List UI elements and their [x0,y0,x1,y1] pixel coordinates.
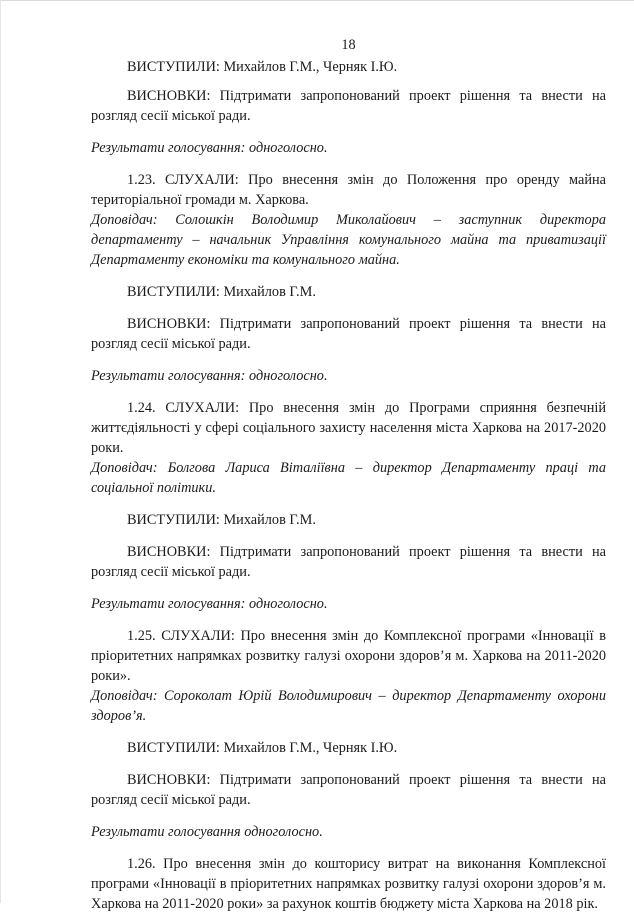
speaker-paragraph: Доповідач: Сороколат Юрій Володимирович – директор Департаменту охорони здоров’я. [91,688,606,724]
vote-result: Результати голосування одноголосно. [91,824,323,840]
spoke-paragraph: ВИСТУПИЛИ: Михайлов Г.М., Черняк І.Ю. [127,740,398,756]
vote-result: Результати голосування: одноголосно. [91,140,328,156]
vote-result: Результати голосування: одноголосно. [91,596,328,612]
heard-item-1-25: 1.25. СЛУХАЛИ: Про внесення змін до Комплексної програми «Інновації в пріоритетних напрямках розвитку галузі охорони здоров’я м. Харкова на 2011-2020 роки». [91,628,606,684]
heard-item-1-23: 1.23. СЛУХАЛИ: Про внесення змін до Положення про оренду майна територіальної громади м. Харкова. [91,172,606,208]
heard-item-1-26: 1.26. Про внесення змін до кошторису витрат на виконання Комплексної програми «Інновації в пріоритетних напрямках розвитку галузі охорони здоров’я м. Харкова на 2011-2020 роки» за рахунок коштів бюджету міста Харкова на 2018 рік. [91,856,606,912]
conclusion-paragraph: ВИСНОВКИ: Підтримати запропонований проект рішення та внести на розгляд сесії міської ради. [91,316,606,352]
vote-result: Результати голосування: одноголосно. [91,368,328,384]
speaker-paragraph: Доповідач: Солошкін Володимир Миколайович – заступник директора департаменту – начальник Управління комунального майна та приватизації Департаменту економіки та комунального майна. [91,212,606,268]
spoke-paragraph: ВИСТУПИЛИ: Михайлов Г.М., Черняк І.Ю. [127,59,398,75]
conclusion-paragraph: ВИСНОВКИ: Підтримати запропонований проект рішення та внести на розгляд сесії міської ради. [91,88,606,124]
heard-item-1-24: 1.24. СЛУХАЛИ: Про внесення змін до Програми сприяння безпечній життєдіяльності у сфері соціального захисту населення міста Харкова на 2017-2020 роки. [91,400,606,456]
spoke-paragraph: ВИСТУПИЛИ: Михайлов Г.М. [127,284,316,300]
conclusion-paragraph: ВИСНОВКИ: Підтримати запропонований проект рішення та внести на розгляд сесії міської ради. [91,544,606,580]
speaker-paragraph: Доповідач: Болгова Лариса Віталіївна – директор Департаменту праці та соціальної політики. [91,460,606,496]
conclusion-paragraph: ВИСНОВКИ: Підтримати запропонований проект рішення та внести на розгляд сесії міської ради. [91,772,606,808]
spoke-paragraph: ВИСТУПИЛИ: Михайлов Г.М. [127,512,316,528]
page-number: 18 [341,37,356,53]
